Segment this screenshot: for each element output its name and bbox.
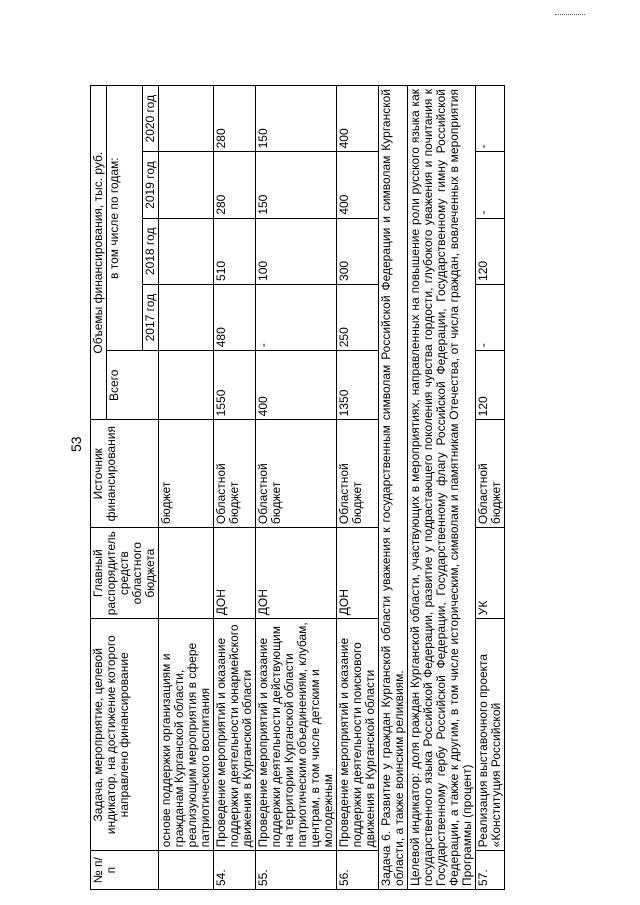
cell-2017 [159,284,214,350]
table-row [214,86,256,890]
header-task: Задача, мероприятие, целевой индикатор, на достижение которого направлено финансирование [91,619,159,851]
table-row [256,86,337,890]
cell-org: ДОН [214,528,256,619]
cell-2018: 510 [214,218,256,284]
header-year: 2018 год [143,218,159,284]
cell-num: 54. [214,851,256,890]
cell-source: Областной бюджет [256,420,337,528]
cell-2018 [159,218,214,284]
header-total: Всего [107,351,159,420]
cell-source: Областной бюджет [476,420,505,528]
top-marks [555,14,585,15]
cell-2019: - [476,152,505,218]
cell-2018: 100 [256,218,337,284]
cell-task: Реализация выставочного проекта «Конституция Российской [476,619,505,851]
header-org: Главный распорядитель средств областного бюджета [91,528,159,619]
task-row [379,86,408,890]
cell-source: бюджет [159,420,214,528]
rotated-page [90,85,530,890]
table-row [337,86,379,890]
task-6-text: Задача 6. Развитие у граждан Курганской области уважения к государственным символам Российской Федерации и символам Курганской области, а также воинским реликвиям. [379,86,408,890]
cell-2018: 120 [476,218,505,284]
cell-org: ДОН [337,528,379,619]
table-row [159,86,214,890]
cell-task: основе поддержки организациям и гражданам Курганской области, реализующим мероприятия в сфере патриотического воспитания [159,619,214,851]
cell-2018: 300 [337,218,379,284]
cell-2017: 250 [337,284,379,350]
cell-2020: 400 [337,86,379,152]
cell-task: Проведение мероприятий и оказание поддержки деятельности действующим на территории Курганской области патриотическим объединениям, клубам, центрам, в том числе детским и молодежным [256,619,337,851]
cell-2020: 280 [214,86,256,152]
cell-2019: 150 [256,152,337,218]
page-number: 53 [68,436,84,452]
header-year: 2017 год [143,284,159,350]
funding-table [90,85,505,890]
cell-2020 [159,86,214,152]
cell-task: Проведение мероприятий и оказание поддержки деятельности юнармейского движения в Курганской области [214,619,256,851]
cell-task: Проведение мероприятий и оказание поддержки деятельности поискового движения в Курганской области [337,619,379,851]
cell-2019: 400 [337,152,379,218]
cell-num: 57. [476,851,505,890]
cell-2017: - [256,284,337,350]
cell-total: 120 [476,351,505,420]
indicator-text: Целевой индикатор: доля граждан Курганской области, участвующих в мероприятиях, направленных на повышение роли русского языка как государственного языка Российской Федерации, развитие у подрастающего поколения чувства гордости, глубокого уважения и почитания к Государственному гербу Российской Федерации, Государственному флагу Российской Федерации, Государственному гимну Российской Федерации, а также к другим, в том числе историческим, символам и памятникам Отечества, от числа граждан, вовлеченных в мероприятия Программы (процент) [408,86,476,890]
cell-num: 56. [337,851,379,890]
cell-org [159,528,214,619]
cell-total [159,351,214,420]
cell-total: 1550 [214,351,256,420]
cell-source: Областной бюджет [214,420,256,528]
cell-2019: 280 [214,152,256,218]
cell-org: ДОН [256,528,337,619]
header-incl: в том числе по годам: [107,86,143,351]
cell-2019 [159,152,214,218]
cell-2017: - [476,284,505,350]
cell-2017: 480 [214,284,256,350]
cell-2020: - [476,86,505,152]
header-year: 2019 год [143,152,159,218]
indicator-row [408,86,476,890]
header-funding: Объемы финансирования, тыс. руб. [91,86,107,420]
cell-num: 55. [256,851,337,890]
header-year: 2020 год [143,86,159,152]
cell-org: УК [476,528,505,619]
cell-total: 1350 [337,351,379,420]
cell-2020: 150 [256,86,337,152]
table-row [476,86,505,890]
header-source: Источник финансирования [91,420,159,528]
cell-source: Областной бюджет [337,420,379,528]
header-num: № п/п [91,851,159,890]
cell-total: 400 [256,351,337,420]
cell-num [159,851,214,890]
